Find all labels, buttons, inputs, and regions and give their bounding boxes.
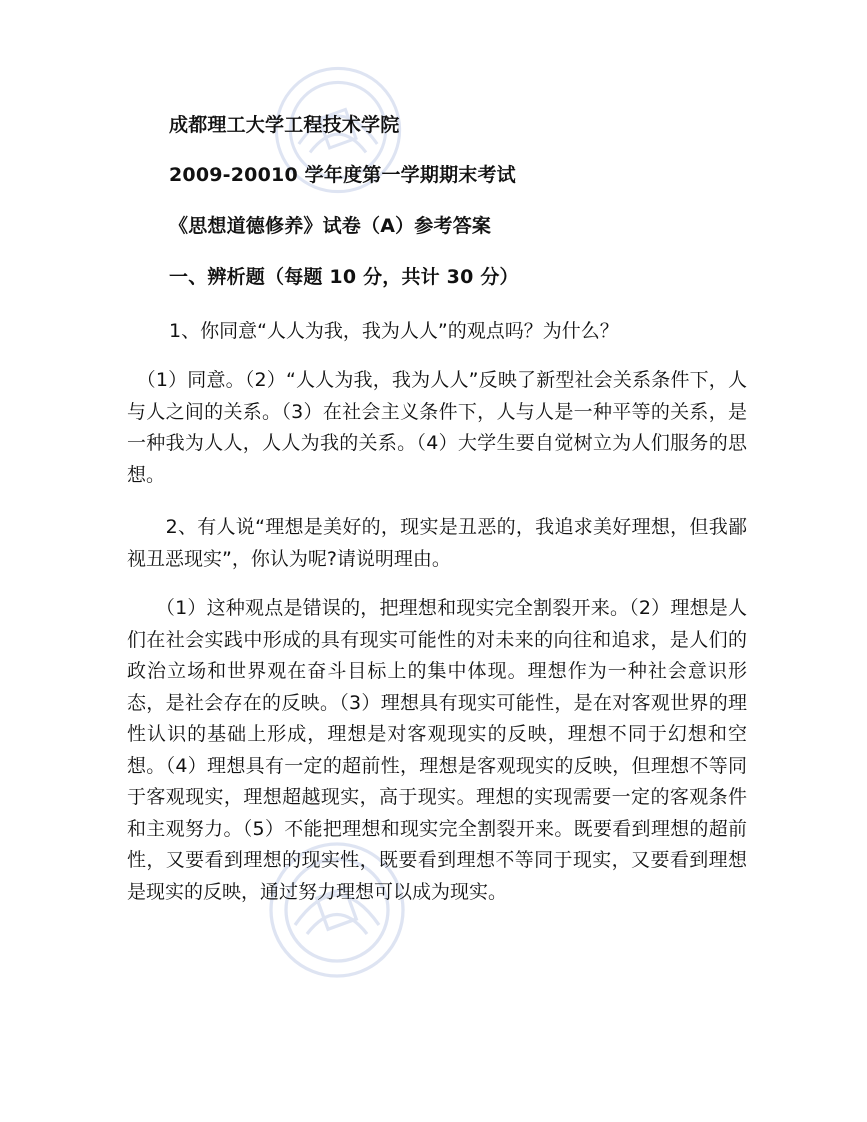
question-1: 1、你同意“人人为我，我为人人”的观点吗？为什么？ (169, 320, 619, 342)
section-heading: 一、辨析题（每题 10 分，共计 30 分） (169, 266, 519, 288)
answer-2: （1）这种观点是错误的，把理想和现实完全割裂开来。（2）理想是人们在社会实践中形成的具有现实可能性的对未来的向往和追求，是人们的政治立场和世界观在奋斗目标上的集中体现。理想作为一种社会意识形态，是社会存在的反映。（3）理想具有现实可能性，是在对客观世界的理性认识的基础上形成，理想是对客观现实的反映，理想不同于幻想和空想。（4）理想具有一定的超前性，理想是客观现实的反映，但理想不等同于客观现实，理想超越现实，高于现实。理想的实现需要一定的客观条件和主观努力。（5）不能把理想和现实完全割裂开来。既要看到理想的超前性，又要看到理想的现实性，既要看到理想不等同于现实，又要看到理想是现实的反映，通过努力理想可以成为现实。 (127, 597, 747, 903)
exam-term: 2009-20010 学年度第一学期期末考试 (169, 164, 516, 186)
school-title: 成都理工大学工程技术学院 (169, 114, 400, 136)
answer-1: （1）同意。（2）“人人为我，我为人人”反映了新型社会关系条件下，人与人之间的关系。（3）在社会主义条件下，人与人是一种平等的关系，是一种我为人人，人人为我的关系。（4）大学生要自觉树立为人们服务的思想。 (127, 369, 747, 486)
question-2: 2、有人说“理想是美好的，现实是丑恶的，我追求美好理想，但我鄙视丑恶现实”，你认为呢?请说明理由。 (127, 516, 747, 570)
paper-title: 《思想道德修养》试卷（A）参考答案 (169, 215, 492, 237)
